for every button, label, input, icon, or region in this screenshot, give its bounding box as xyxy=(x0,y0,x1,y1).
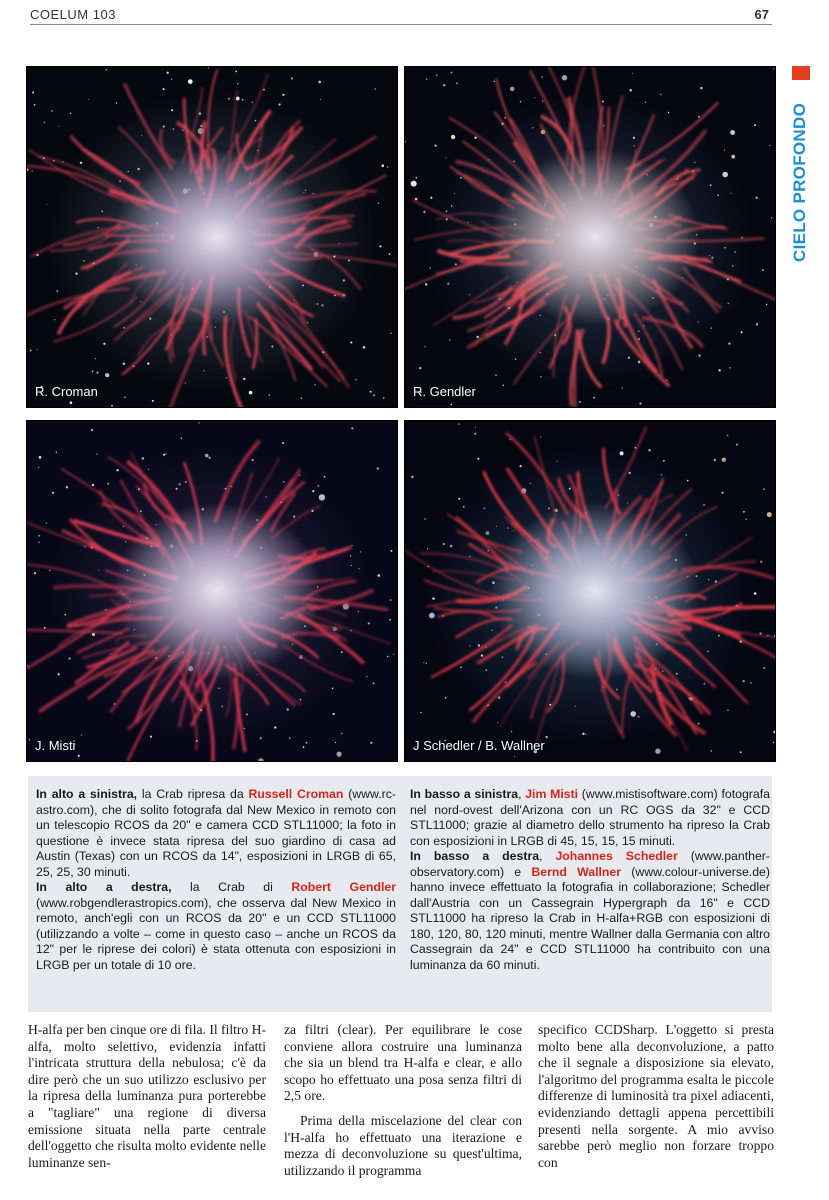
caption-paragraph xyxy=(410,849,770,973)
photographer-name: Russell Croman xyxy=(248,787,344,801)
photographer-name: Bernd Wallner xyxy=(531,864,622,879)
photo-credit: J. Misti xyxy=(35,738,76,753)
photo-crab-misti xyxy=(26,420,398,762)
body-column-2 xyxy=(284,1022,522,1179)
caption-text: , xyxy=(539,849,556,863)
section-label-text: CIELO PROFONDO xyxy=(790,102,809,262)
body-paragraph: specifico CCDSharp. L'oggetto si presta molto bene alla deconvoluzione, a patto che il segnale a disposizione sia elevato, l'algoritmo del programma esalta le piccole differenze di luminosità tra pixel adiacenti, evidenziando dettagli appena percettibili presenti nella sorgente. A mio avviso sarebbe però meglio non forzare troppo con xyxy=(538,1022,774,1170)
caption-column-right xyxy=(410,787,770,973)
caption-column-left xyxy=(36,787,396,973)
nebula-image xyxy=(405,67,775,407)
photographer-name: Robert Gendler xyxy=(291,880,396,894)
section-label xyxy=(790,92,812,262)
caption-text: (www.robgendlerastropics.com), che osserva dal New Mexico in remoto, anch'egli con un RCOS da 20" e un CCD STL11000 (utilizzando a volte – come in questo caso – anche un RCOS da 12" per le riprese dei colori) è stata ottenuta con esposizioni in LRGB per un totale di 10 ore. xyxy=(36,895,396,972)
photo-credit: R. Gendler xyxy=(413,384,476,399)
body-paragraph: H-alfa per ben cinque ore di fila. Il filtro H-alfa, molto selettivo, evidenzia infatti l'intricata struttura della nebulosa; c'è da dire però che un suo utilizzo esclusivo per la ripresa della luminanza pura porterebbe a "tagliare" una regione di diversa emissione situata nella parte centrale dell'oggetto che risulta molto evidente nelle luminanze sen- xyxy=(28,1022,266,1170)
nebula-image xyxy=(27,67,397,407)
caption-text: , xyxy=(518,787,526,801)
body-paragraph: za filtri (clear). Per equilibrare le cose conviene allora costruire una luminanza che sia un blend tra H-alfa e clear, e allo scopo ho effettuato una posa senza filtri di 2,5 ore. xyxy=(284,1022,522,1104)
caption-text: (www.colour-universe.de) hanno invece effettuato la fotografia in collaborazione; Schedler dall'Austria con un Cassegrain Hypergraph da 16" e CCD STL11000 ha ripreso la Crab in H-alfa+RGB con esposizioni di 180, 120, 80, 120 minuti, mentre Wallner dalla Germania con altro Cassegrain da 24" e CCD STL11000 ha contribuito con una luminanza da 60 minuti. xyxy=(410,864,770,972)
photographer-name: Johannes Schedler xyxy=(555,849,678,863)
nebula-image xyxy=(27,421,397,761)
caption-text: la Crab di xyxy=(171,880,292,894)
photo-credit: J Schedler / B. Wallner xyxy=(413,738,545,753)
photo-credit: R. Croman xyxy=(35,384,98,399)
caption-paragraph xyxy=(36,880,396,973)
photographer-name: Jim Misti xyxy=(525,787,579,801)
caption-text: la Crab ripresa da xyxy=(137,787,249,801)
caption-lead: In basso a sinistra xyxy=(410,787,519,801)
body-column-1 xyxy=(28,1022,266,1171)
caption-paragraph xyxy=(410,787,770,849)
caption-text: (www.panther-observatory.com) e xyxy=(410,849,770,879)
caption-lead: In alto a destra, xyxy=(36,880,172,894)
photo-crab-gendler xyxy=(404,66,776,408)
header-rule xyxy=(30,24,772,25)
photo-crab-schedler-wallner xyxy=(404,420,776,762)
nebula-image xyxy=(405,421,775,761)
magazine-title: COELUM 103 xyxy=(30,7,116,22)
caption-box xyxy=(28,776,772,1012)
page-number: 67 xyxy=(754,7,769,22)
caption-paragraph xyxy=(36,787,396,880)
page-header xyxy=(0,0,829,26)
caption-text: (www.mistisoftware.com) fotografa nel nord-ovest dell'Arizona con un RC OGS da 32" e CCD STL11000; grazie al diametro dello strumento ha ripreso la Crab con esposizioni in LRGB di 45, 15, 15, 15 minuti. xyxy=(410,787,770,848)
caption-lead: In alto a sinistra, xyxy=(36,787,138,801)
section-color-tag xyxy=(792,66,810,80)
body-paragraph: Prima della miscelazione del clear con l'H-alfa ho effettuato una iterazione e mezza di deconvoluzione su quest'ultima, utilizzando il programma xyxy=(284,1112,522,1178)
caption-lead: In basso a destra xyxy=(410,849,540,863)
photo-crab-croman xyxy=(26,66,398,408)
caption-text: (www.rc-astro.com), che di solito fotografa dal New Mexico in remoto con un telescopio RCOS da 20" e camera CCD STL11000; la foto in questione è invece stata ripresa del suo giardino di casa ad Austin (Texas) con un RCOS da 14", esposizioni in LRGB di 65, 25, 25, 30 minuti. xyxy=(36,787,397,879)
body-column-3 xyxy=(538,1022,774,1171)
